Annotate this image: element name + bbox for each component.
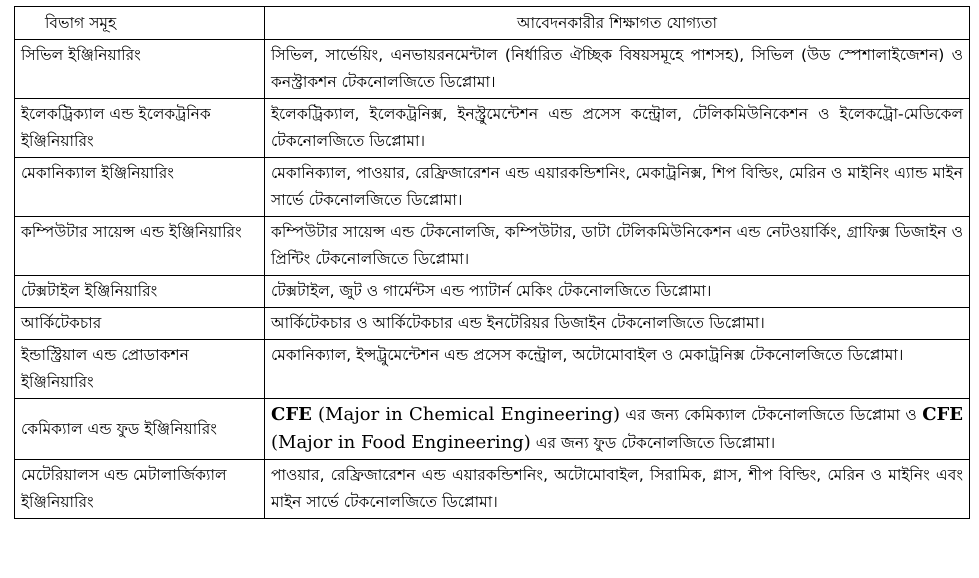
qualification-cell	[265, 399, 970, 460]
table-row	[15, 399, 970, 460]
major-chemical-text: (Major in Chemical Engineering)	[311, 404, 620, 425]
department-cell: মেকানিক্যাল ইঞ্জিনিয়ারিং	[15, 158, 265, 217]
qualification-cell: মেকানিক্যাল, পাওয়ার, রেফ্রিজারেশন এন্ড এয়ারকন্ডিশনিং, মেকাট্রনিক্স, শিপ বিল্ডিং, মেরিন ও মাইনিং এ্যান্ড মাইন সার্ভে টেকনোলজিতে ডিপ্লোমা।	[265, 158, 970, 217]
table-row	[15, 99, 970, 158]
cfe-abbreviation: CFE	[271, 404, 312, 425]
department-cell: ইলেকট্রিক্যাল এন্ড ইলেকট্রনিক ইঞ্জিনিয়ারিং	[15, 99, 265, 158]
department-cell: কেমিক্যাল এন্ড ফুড ইঞ্জিনিয়ারিং	[15, 399, 265, 460]
table-header-row	[15, 7, 970, 40]
table-row	[15, 460, 970, 519]
table-row	[15, 340, 970, 399]
qualification-cell: টেক্সটাইল, জুট ও গার্মেন্টস এন্ড প্যাটার্ন মেকিং টেকনোলজিতে ডিপ্লোমা।	[265, 276, 970, 308]
major-food-text: (Major in Food Engineering)	[271, 432, 531, 453]
qualification-cell: সিভিল, সার্ভেয়িং, এনভায়রনমেন্টাল (নির্ধারিত ঐচ্ছিক বিষয়সমূহে পাশসহ), সিভিল (উড স্পেশালাইজেশন) ও কনস্ট্রাকশন টেকনোলজিতে ডিপ্লোমা।	[265, 40, 970, 99]
header-department: বিভাগ সমূহ	[15, 7, 265, 40]
cfe-abbreviation: CFE	[922, 404, 964, 425]
qualification-cell: মেকানিক্যাল, ইন্সট্রুমেন্টেশন এন্ড প্রসেস কন্ট্রোল, অটোমোবাইল ও মেকাট্রনিক্স টেকনোলজিতে ডিপ্লোমা।	[265, 340, 970, 399]
header-qualification: আবেদনকারীর শিক্ষাগত যোগ্যতা	[265, 7, 970, 40]
department-cell: মেটেরিয়ালস এন্ড মেটালার্জিক্যাল ইঞ্জিনিয়ারিং	[15, 460, 265, 519]
qualification-table	[14, 6, 970, 519]
table-row	[15, 276, 970, 308]
qualification-cell: কম্পিউটার সায়েন্স এন্ড টেকনোলজি, কম্পিউটার, ডাটা টেলিকমিউনিকেশন এন্ড নেটওয়ার্কিং, গ্রাফিক্স ডিজাইন ও প্রিন্টিং টেকনোলজিতে ডিপ্লোমা।	[265, 217, 970, 276]
department-cell: কম্পিউটার সায়েন্স এন্ড ইঞ্জিনিয়ারিং	[15, 217, 265, 276]
table-row	[15, 217, 970, 276]
qualification-cell: ইলেকট্রিক্যাল, ইলেকট্রনিক্স, ইনস্ট্রুমেন্টেশন এন্ড প্রসেস কন্ট্রোল, টেলিকমিউনিকেশন ও ইলেকট্রো-মেডিকেল টেকনোলজিতে ডিপ্লোমা।	[265, 99, 970, 158]
table-row	[15, 158, 970, 217]
department-cell: আর্কিটেকচার	[15, 308, 265, 340]
department-cell: টেক্সটাইল ইঞ্জিনিয়ারিং	[15, 276, 265, 308]
food-diploma-text: এর জন্য ফুড টেকনোলজিতে ডিপ্লোমা।	[530, 434, 776, 452]
department-cell: সিভিল ইঞ্জিনিয়ারিং	[15, 40, 265, 99]
qualification-cell: আর্কিটেকচার ও আর্কিটেকচার এন্ড ইনটেরিয়র ডিজাইন টেকনোলজিতে ডিপ্লোমা।	[265, 308, 970, 340]
department-cell: ইন্ডাস্ট্রিয়াল এন্ড প্রোডাকশন ইঞ্জিনিয়ারিং	[15, 340, 265, 399]
qualification-table-container	[14, 6, 969, 519]
table-row	[15, 40, 970, 99]
table-row	[15, 308, 970, 340]
qualification-cell: পাওয়ার, রেফ্রিজারেশন এন্ড এয়ারকন্ডিশনিং, অটোমোবাইল, সিরামিক, গ্লাস, শীপ বিল্ডিং, মেরিন ও মাইনিং এবং মাইন সার্ভে টেকনোলজিতে ডিপ্লোমা।	[265, 460, 970, 519]
chemical-diploma-text: এর জন্য কেমিক্যাল টেকনোলজিতে ডিপ্লোমা ও	[619, 406, 923, 424]
